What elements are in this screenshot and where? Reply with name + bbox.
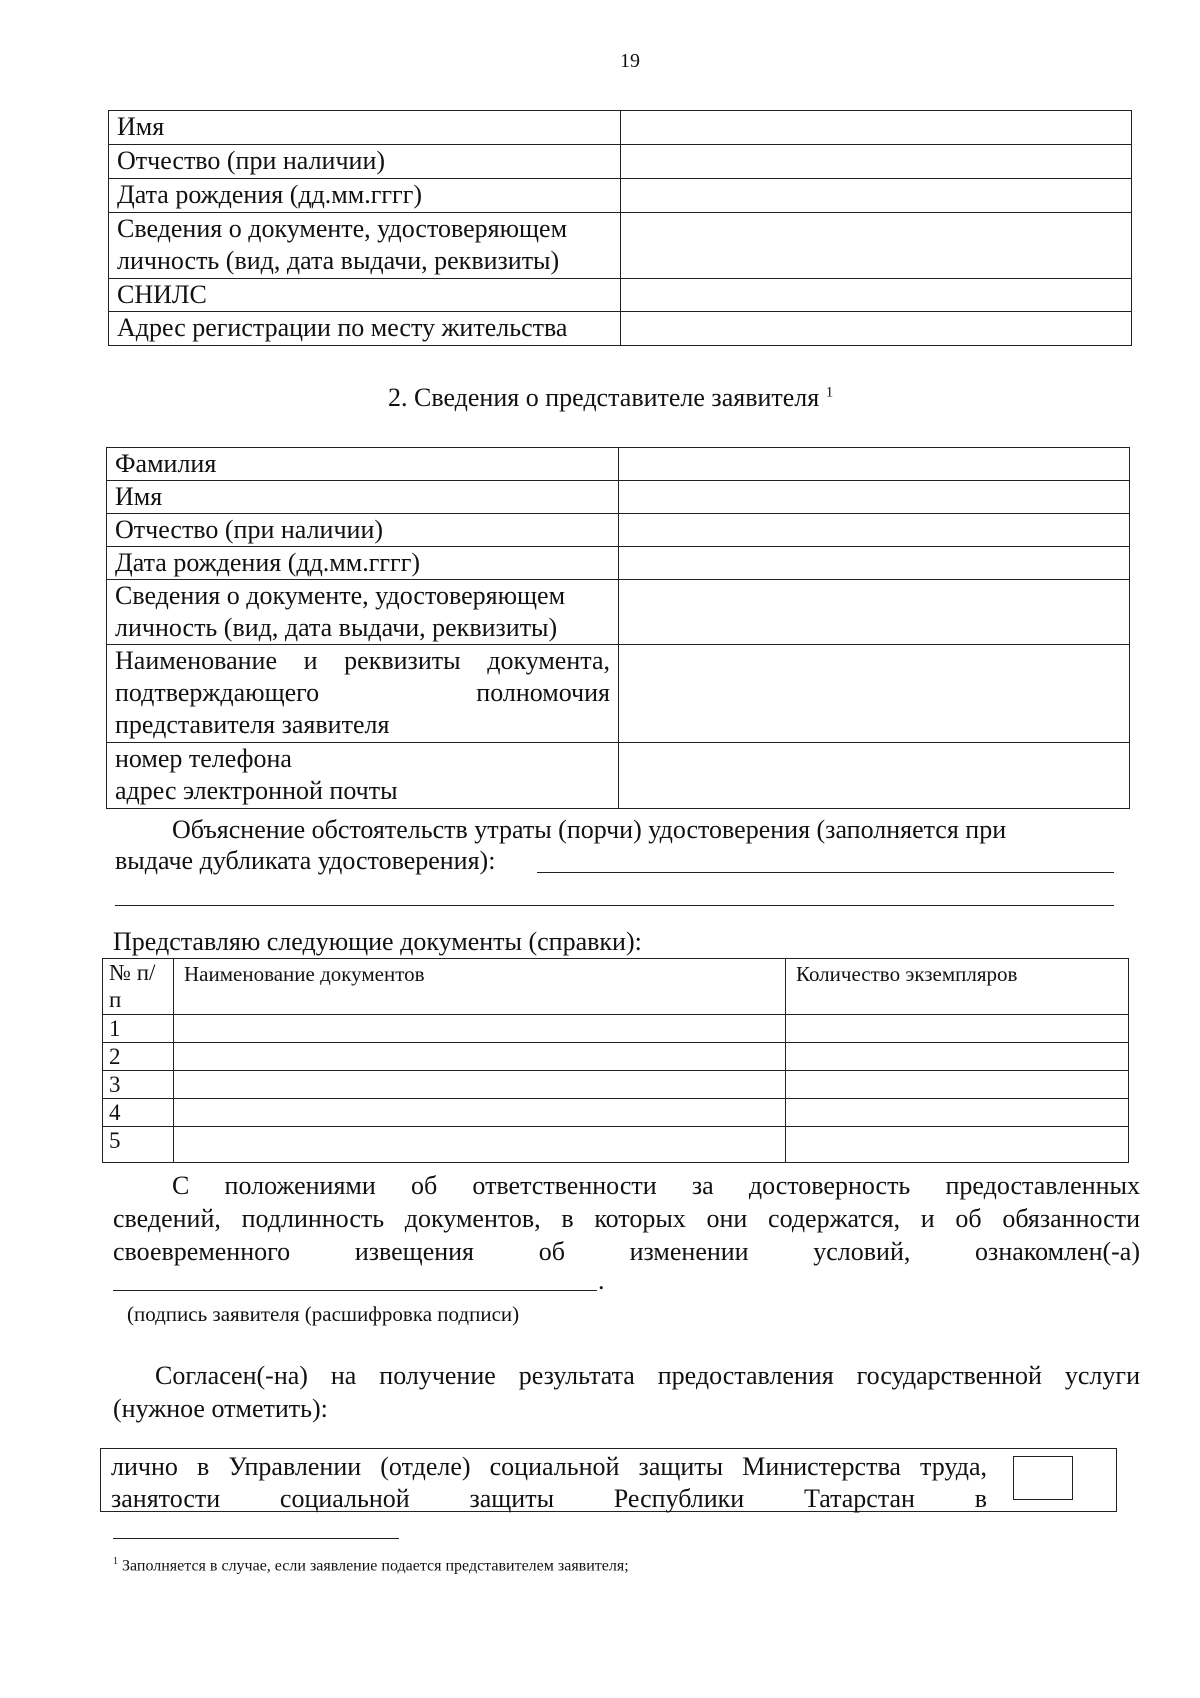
document-count-cell[interactable] bbox=[786, 1099, 1129, 1127]
responsibility-line2: сведений, подлинность документов, в которых они содержатся, и об обязанности bbox=[113, 1204, 1140, 1233]
table-row bbox=[109, 145, 1132, 179]
phone-label: номер телефона bbox=[115, 744, 292, 773]
document-name-cell[interactable] bbox=[174, 1099, 786, 1127]
row-label: Адрес регистрации по месту жительства bbox=[109, 312, 621, 346]
table-header-row bbox=[103, 959, 1129, 1015]
footnote-mark: 1 bbox=[113, 1556, 118, 1567]
footnote-divider bbox=[113, 1538, 399, 1539]
document-count-cell[interactable] bbox=[786, 1015, 1129, 1043]
table-row bbox=[107, 743, 1130, 809]
row-number: 5 bbox=[103, 1127, 174, 1163]
consent-checkbox[interactable] bbox=[1013, 1456, 1073, 1500]
table-row bbox=[103, 1015, 1129, 1043]
table-row bbox=[107, 514, 1130, 547]
table-row bbox=[107, 645, 1130, 743]
row-label: Имя bbox=[107, 481, 619, 514]
consent-option-line2: занятости социальной защиты Республики Татарстан в bbox=[111, 1484, 987, 1513]
row-label: Дата рождения (дд.мм.гггг) bbox=[109, 179, 621, 213]
representative-table bbox=[106, 447, 1130, 809]
row-label: Дата рождения (дд.мм.гггг) bbox=[107, 547, 619, 580]
applicant-table bbox=[108, 110, 1132, 346]
column-header-name: Наименование документов bbox=[174, 959, 786, 1015]
value-cell[interactable] bbox=[621, 179, 1132, 213]
document-count-cell[interactable] bbox=[786, 1127, 1129, 1163]
signature-caption: (подпись заявителя (расшифровка подписи) bbox=[127, 1302, 520, 1326]
row-label: СНИЛС bbox=[109, 279, 621, 312]
document-name-cell[interactable] bbox=[174, 1043, 786, 1071]
explanation-fill-line[interactable] bbox=[537, 872, 1114, 873]
value-cell[interactable] bbox=[621, 145, 1132, 179]
row-number: 1 bbox=[103, 1015, 174, 1043]
row-label: Фамилия bbox=[107, 448, 619, 481]
row-label: Отчество (при наличии) bbox=[109, 145, 621, 179]
table-row bbox=[103, 1043, 1129, 1071]
table-row bbox=[107, 481, 1130, 514]
consent-line2: (нужное отметить): bbox=[113, 1394, 328, 1423]
table-row bbox=[107, 448, 1130, 481]
row-number: 2 bbox=[103, 1043, 174, 1071]
row-label: Наименование и реквизиты документа, подтверждающего полномочия представителя заявителя bbox=[107, 645, 619, 743]
table-row bbox=[109, 213, 1132, 279]
email-label: адрес электронной почты bbox=[115, 776, 398, 805]
explanation-line1: Объяснение обстоятельств утраты (порчи) удостоверения (заполняется при bbox=[172, 815, 1007, 844]
value-cell[interactable] bbox=[621, 312, 1132, 346]
table-row bbox=[109, 111, 1132, 145]
responsibility-line3: своевременного извещения об изменении условий, ознакомлен(-а) bbox=[113, 1237, 1140, 1266]
row-label: Сведения о документе, удостоверяющем личность (вид, дата выдачи, реквизиты) bbox=[109, 213, 621, 279]
table-row bbox=[109, 279, 1132, 312]
document-name-cell[interactable] bbox=[174, 1127, 786, 1163]
column-header-count: Количество экземпляров bbox=[786, 959, 1129, 1015]
value-cell[interactable] bbox=[619, 481, 1130, 514]
document-count-cell[interactable] bbox=[786, 1043, 1129, 1071]
consent-option-text bbox=[111, 1451, 987, 1515]
footnote-text: Заполняется в случае, если заявление подается представителем заявителя; bbox=[122, 1557, 629, 1575]
table-row bbox=[103, 1071, 1129, 1099]
value-cell[interactable] bbox=[621, 279, 1132, 312]
row-label bbox=[107, 743, 619, 809]
table-row bbox=[109, 312, 1132, 346]
signature-line[interactable] bbox=[113, 1290, 597, 1291]
table-row bbox=[103, 1099, 1129, 1127]
signature-period: . bbox=[598, 1266, 605, 1295]
documents-table bbox=[102, 958, 1129, 1163]
table-row bbox=[103, 1127, 1129, 1163]
row-label: Имя bbox=[109, 111, 621, 145]
value-cell[interactable] bbox=[619, 514, 1130, 547]
explanation-line2: выдаче дубликата удостоверения): bbox=[115, 846, 496, 875]
table-row bbox=[107, 547, 1130, 580]
section-title bbox=[388, 383, 833, 413]
value-cell[interactable] bbox=[619, 580, 1130, 645]
value-cell[interactable] bbox=[619, 743, 1130, 809]
consent-option-line1: лично в Управлении (отделе) социальной защиты Министерства труда, bbox=[111, 1452, 987, 1481]
value-cell[interactable] bbox=[619, 645, 1130, 743]
consent-option-box bbox=[100, 1448, 1117, 1512]
footnote-mark: 1 bbox=[825, 384, 834, 401]
document-name-cell[interactable] bbox=[174, 1071, 786, 1099]
table-row bbox=[109, 179, 1132, 213]
table-row bbox=[107, 580, 1130, 645]
footnote bbox=[113, 1556, 629, 1575]
row-label: Сведения о документе, удостоверяющем личность (вид, дата выдачи, реквизиты) bbox=[107, 580, 619, 645]
page-number: 19 bbox=[620, 50, 640, 72]
row-label: Отчество (при наличии) bbox=[107, 514, 619, 547]
row-number: 3 bbox=[103, 1071, 174, 1099]
explanation-fill-line[interactable] bbox=[115, 905, 1114, 906]
document-count-cell[interactable] bbox=[786, 1071, 1129, 1099]
document-name-cell[interactable] bbox=[174, 1015, 786, 1043]
documents-intro: Представляю следующие документы (справки): bbox=[113, 927, 642, 956]
section-title-text: 2. Сведения о представителе заявителя bbox=[388, 383, 820, 412]
responsibility-line1: С положениями об ответственности за достоверность предоставленных bbox=[172, 1171, 1140, 1200]
value-cell[interactable] bbox=[621, 213, 1132, 279]
consent-line1: Согласен(-на) на получение результата предоставления государственной услуги bbox=[155, 1361, 1140, 1390]
row-number: 4 bbox=[103, 1099, 174, 1127]
value-cell[interactable] bbox=[619, 547, 1130, 580]
column-header-number: № п/п bbox=[103, 959, 174, 1015]
value-cell[interactable] bbox=[619, 448, 1130, 481]
value-cell[interactable] bbox=[621, 111, 1132, 145]
